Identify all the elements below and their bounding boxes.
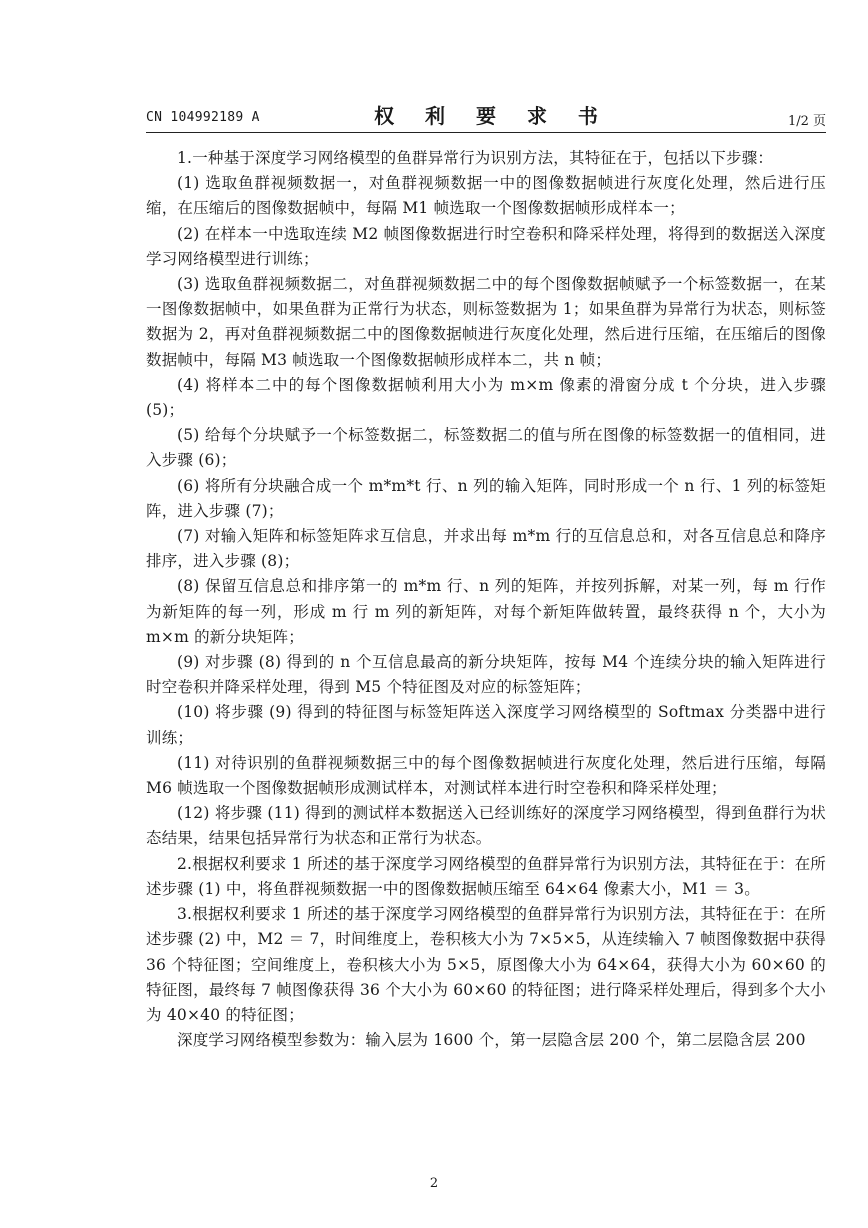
claim-paragraph: (12) 将步骤 (11) 得到的测试样本数据送入已经训练好的深度学习网络模型，得到鱼群行为状态结果，结果包括异常行为状态和正常行为状态。 <box>146 804 826 848</box>
claims-body <box>146 146 826 1053</box>
claim-paragraph: (5) 给每个分块赋予一个标签数据二，标签数据二的值与所在图像的标签数据一的值相同，进入步骤 (6)； <box>146 426 826 470</box>
claim-paragraph: (4) 将样本二中的每个图像数据帧利用大小为 m×m 像素的滑窗分成 t 个分块，进入步骤 (5)； <box>146 375 826 420</box>
claim-paragraph: (7) 对输入矩阵和标签矩阵求互信息，并求出每 m*m 行的互信息总和，对各互信息总和降序排序，进入步骤 (8)； <box>146 527 826 571</box>
claim-paragraph: (6) 将所有分块融合成一个 m*m*t 行、n 列的输入矩阵，同时形成一个 n 行、1 列的标签矩阵，进入步骤 (7)； <box>146 476 826 520</box>
page-title: 权 利 要 求 书 <box>374 104 610 128</box>
claim-paragraph: (10) 将步骤 (9) 得到的特征图与标签矩阵送入深度学习网络模型的 Softmax 分类器中进行训练； <box>146 703 826 747</box>
page-count: 1/2 页 <box>787 114 826 129</box>
claim-paragraph: (11) 对待识别的鱼群视频数据三中的每个图像数据帧进行灰度化处理，然后进行压缩，每隔 M6 帧选取一个图像数据帧形成测试样本，对测试样本进行时空卷积和降采样处理； <box>146 753 826 798</box>
claim-paragraph: (1) 选取鱼群视频数据一，对鱼群视频数据一中的图像数据帧进行灰度化处理，然后进行压缩，在压缩后的图像数据帧中，每隔 M1 帧选取一个图像数据帧形成样本一； <box>146 174 826 218</box>
claim-paragraph: (8) 保留互信息总和排序第一的 m*m 行、n 列的矩阵，并按列拆解，对某一列，每 m 行作为新矩阵的每一列，形成 m 行 m 列的新矩阵，对每个新矩阵做转置，最终获得 n 个，大小为 m×m 的新分块矩阵； <box>146 577 826 646</box>
claim-paragraph: (9) 对步骤 (8) 得到的 n 个互信息最高的新分块矩阵，按每 M4 个连续分块的输入矩阵进行时空卷积并降采样处理，得到 M5 个特征图及对应的标签矩阵； <box>146 653 826 697</box>
claim-paragraph: (2) 在样本一中选取连续 M2 帧图像数据进行时空卷积和降采样处理，将得到的数据送入深度学习网络模型进行训练； <box>146 224 826 268</box>
page-number: 2 <box>429 1176 439 1191</box>
header-divider <box>146 132 826 133</box>
publication-number: CN 104992189 A <box>146 110 260 125</box>
claim-paragraph: 深度学习网络模型参数为：输入层为 1600 个，第一层隐含层 200 个，第二层隐含层 200 <box>177 1031 806 1050</box>
claim-paragraph: (3) 选取鱼群视频数据二，对鱼群视频数据二中的每个图像数据帧赋予一个标签数据一，在某一图像数据帧中，如果鱼群为正常行为状态，则标签数据为 1；如果鱼群为异常行为状态，则标签数据为 2，再对鱼群视频数据二中的图像数据帧进行灰度化处理，然后进行压缩，在压缩后的图像数据帧中，每隔 M3 帧选取一个图像数据帧形成样本二，共 n 帧； <box>146 275 826 369</box>
document-header <box>146 100 826 130</box>
claim-paragraph: 3.根据权利要求 1 所述的基于深度学习网络模型的鱼群异常行为识别方法，其特征在于：在所述步骤 (2) 中，M2 ＝ 7，时间维度上，卷积核大小为 7×5×5，从连续输入 7 帧图像数据中获得 36 个特征图；空间维度上，卷积核大小为 5×5，原图像大小为 64×64，获得大小为 60×60 的特征图，最终每 7 帧图像获得 36 个大小为 60×60 的特征图；进行降采样处理后，得到多个大小为 40×40 的特征图； <box>146 905 826 1024</box>
claim-paragraph: 1.一种基于深度学习网络模型的鱼群异常行为识别方法，其特征在于，包括以下步骤： <box>177 149 774 167</box>
claim-paragraph: 2.根据权利要求 1 所述的基于深度学习网络模型的鱼群异常行为识别方法，其特征在于：在所述步骤 (1) 中，将鱼群视频数据一中的图像数据帧压缩至 64×64 像素大小，M1 ＝ 3。 <box>146 854 826 898</box>
